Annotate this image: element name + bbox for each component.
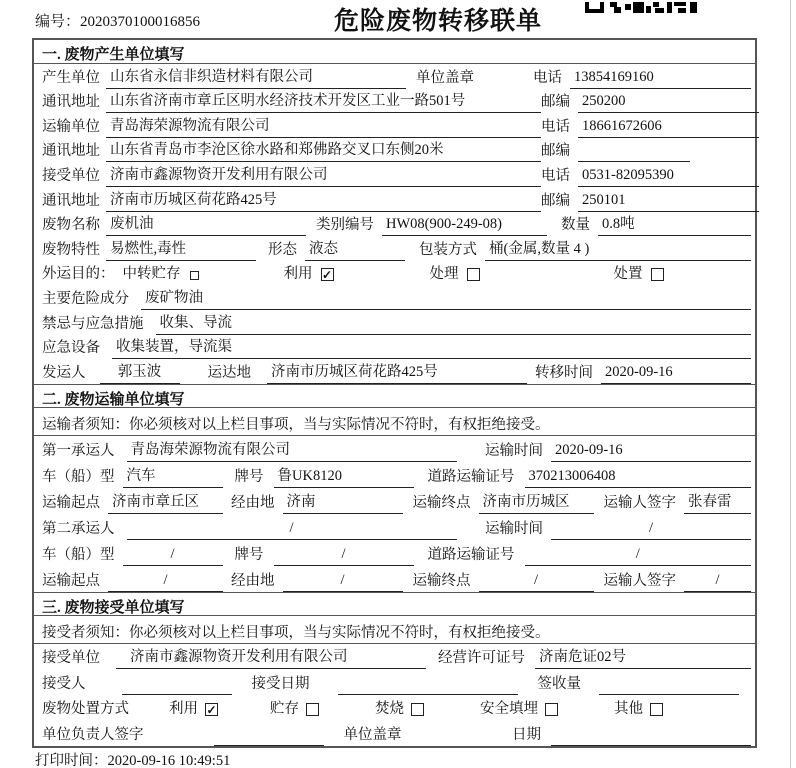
road-license1-label: 道路运输证号 <box>427 468 515 485</box>
receiver-zip-value: 250101 <box>578 192 759 212</box>
route2-sign-label: 运输人签字 <box>603 572 676 589</box>
disposal-method-row <box>34 695 755 721</box>
route1-row <box>34 488 755 514</box>
receiver-zip-group <box>541 189 759 212</box>
first-carrier-row <box>34 436 755 462</box>
transport-time2-label: 运输时间 <box>485 520 543 537</box>
accept-date-label: 接受日期 <box>251 675 310 692</box>
transfer-time-label: 转移时间 <box>535 364 593 381</box>
section-receiver <box>34 592 755 746</box>
receiver-zip-label: 邮编 <box>541 192 570 209</box>
waste-code-value: HW08(900-249-08) <box>382 216 547 236</box>
vehicle-type2-label: 车（船）型 <box>42 546 115 563</box>
print-time <box>35 749 230 768</box>
qr-code-icon <box>585 0 697 11</box>
disposal-method-label: 废物处置方式 <box>42 701 129 718</box>
transporter-unit-value: 青岛海荣源物流有限公司 <box>106 114 541 138</box>
dispatcher-label: 发运人 <box>42 364 86 381</box>
producer-unit-label: 产生单位 <box>42 69 100 86</box>
receiver-unit-row <box>34 162 755 187</box>
unit-seal2-label: 单位盖章 <box>343 726 402 743</box>
disposal-other-label: 其他 <box>614 701 643 718</box>
purpose-dispose-label: 处置 <box>613 266 643 283</box>
waste-name-label: 废物名称 <box>42 217 100 234</box>
accept-unit-label: 接受单位 <box>42 650 100 667</box>
disposal-utilize-label: 利用 <box>169 701 198 718</box>
hazard-component-label: 主要危险成分 <box>42 290 129 307</box>
waste-name-value: 废机油 <box>106 212 306 236</box>
purpose-utilize-label: 利用 <box>283 266 313 283</box>
section-transporter <box>34 384 755 592</box>
second-carrier-row <box>34 514 755 540</box>
first-carrier-label: 第一承运人 <box>42 442 115 459</box>
route2-via-value: / <box>283 572 403 592</box>
producer-zip-label: 邮编 <box>541 94 570 111</box>
dispose-checkbox <box>651 268 664 281</box>
transporter-address-label: 通讯地址 <box>42 143 100 160</box>
plate2-value: / <box>274 546 414 566</box>
doc-number <box>35 10 200 31</box>
producer-phone-label: 电话 <box>533 69 562 86</box>
emergency-measure-value: 收集、导流 <box>156 311 752 335</box>
route2-end-value: / <box>479 572 594 592</box>
unit-seal-label: 单位盖章 <box>416 69 474 86</box>
acceptor-value <box>122 692 232 695</box>
plate2-label: 牌号 <box>234 546 264 563</box>
transport-time2-value: / <box>551 520 751 540</box>
disposal-storage-checkbox <box>306 703 319 716</box>
disposal-storage-label: 贮存 <box>270 701 299 718</box>
road-license2-value: / <box>525 546 752 566</box>
transfer-purpose-row <box>34 261 755 286</box>
receiver-unit-label: 接受单位 <box>42 167 100 184</box>
waste-character-row <box>34 236 755 261</box>
hazard-component-value: 废矿物油 <box>141 286 751 310</box>
waste-qty-value: 0.8吨 <box>598 212 751 236</box>
vehicle2-row <box>34 540 755 566</box>
emergency-measure-label: 禁忌与应急措施 <box>42 315 144 332</box>
acceptor-label: 接受人 <box>42 675 86 692</box>
transporter-unit-label: 运输单位 <box>42 118 100 135</box>
second-carrier-label: 第二承运人 <box>42 520 115 537</box>
route1-start-value: 济南市章丘区 <box>108 490 223 514</box>
route1-via-label: 经由地 <box>231 494 275 511</box>
receiver-address-row <box>34 187 755 212</box>
route2-start-label: 运输起点 <box>42 572 100 589</box>
packing-label: 包装方式 <box>419 241 477 258</box>
sign-date-value <box>551 743 751 746</box>
road-license1-value: 370213006408 <box>525 468 752 488</box>
vehicle-type1-value: 汽车 <box>123 464 223 488</box>
accept-unit-row <box>34 644 755 670</box>
waste-name-row <box>34 212 755 237</box>
doc-number-value: 2020370100016856 <box>80 14 201 30</box>
route1-end-value: 济南市历城区 <box>479 490 594 514</box>
emergency-equipment-row <box>34 335 755 360</box>
producer-address-row <box>34 89 755 114</box>
road-license2-label: 道路运输证号 <box>427 546 515 563</box>
receiver-phone-value: 0531-82095390 <box>578 167 759 187</box>
section-producer-title: 一. 废物产生单位填写 <box>34 40 755 64</box>
disposal-incinerate-label: 焚烧 <box>375 701 404 718</box>
responsible-sign-value <box>214 743 324 746</box>
plate1-value: 鲁UK8120 <box>274 464 414 488</box>
accept-unit-value: 济南市鑫源物资开发利用有限公司 <box>116 645 426 669</box>
transfer-time-value: 2020-09-16 <box>601 364 751 384</box>
sign-date-label: 日期 <box>512 726 541 743</box>
disposal-incinerate-checkbox <box>411 703 424 716</box>
route2-row <box>34 566 755 592</box>
page-edge-divider <box>790 0 791 768</box>
purpose-transfer-storage-label: 中转贮存 <box>122 266 181 283</box>
section-receiver-title: 三. 废物接受单位填写 <box>34 592 755 616</box>
dispatcher-value: 郭玉波 <box>100 360 180 384</box>
transporter-zip-label: 邮编 <box>541 143 570 160</box>
transporter-phone-label: 电话 <box>541 118 570 135</box>
plate1-label: 牌号 <box>234 468 264 485</box>
route1-sign-value: 张春雷 <box>684 490 751 514</box>
receiver-notice: 接受者须知：你必须核对以上栏目事项，当与实际情况不符时，有权拒绝接受。 <box>34 616 755 644</box>
section-transporter-title: 二. 废物运输单位填写 <box>34 384 755 408</box>
receiver-unit-value: 济南市鑫源物资开发利用有限公司 <box>106 163 541 187</box>
operating-license-label: 经营许可证号 <box>438 650 525 667</box>
producer-unit-row <box>34 64 755 89</box>
producer-address-label: 通讯地址 <box>42 94 100 111</box>
utilize-checkbox: ✓ <box>321 267 333 282</box>
vehicle-type2-value: / <box>123 546 223 566</box>
disposal-other-checkbox <box>650 703 663 716</box>
section-producer <box>34 40 755 384</box>
received-qty-label: 签收量 <box>537 675 581 692</box>
transport-time1-value: 2020-09-16 <box>551 442 751 462</box>
acceptor-row <box>34 669 755 695</box>
page-title: 危险废物转移联单 <box>334 8 543 35</box>
vehicle1-row <box>34 462 755 488</box>
waste-character-label: 废物特性 <box>42 241 100 258</box>
receiver-phone-label: 电话 <box>541 167 570 184</box>
transporter-notice: 运输者须知：你必须核对以上栏目事项，当与实际情况不符时，有权拒绝接受。 <box>34 408 755 436</box>
treat-checkbox <box>467 268 480 281</box>
receiver-address-value: 济南市历城区荷花路425号 <box>106 188 541 212</box>
route1-start-label: 运输起点 <box>42 494 100 511</box>
receiver-address-label: 通讯地址 <box>42 192 100 209</box>
emergency-equipment-label: 应急设备 <box>42 340 100 357</box>
waste-form-label: 形态 <box>268 241 297 258</box>
transporter-address-row <box>34 138 755 163</box>
transporter-zip-group <box>541 139 759 162</box>
emergency-equipment-value: 收集装置，导流渠 <box>112 335 751 359</box>
emergency-measure-row <box>34 310 755 335</box>
hazard-component-row <box>34 285 755 310</box>
print-time-label: 打印时间： <box>35 753 108 768</box>
producer-unit-value: 山东省永信非织造材料有限公司 <box>106 65 406 89</box>
transfer-purpose-label: 外运目的： <box>42 266 115 283</box>
transfer-storage-checkbox <box>190 271 199 280</box>
producer-phone-value: 13854169160 <box>570 69 751 89</box>
first-carrier-value: 青岛海荣源物流有限公司 <box>127 438 457 462</box>
destination-value: 济南市历城区荷花路425号 <box>267 360 527 384</box>
disposal-landfill-label: 安全填埋 <box>480 701 538 718</box>
producer-zip-value: 250200 <box>578 93 759 113</box>
transporter-address-value: 山东省青岛市李沧区徐水路和郑佛路交叉口东侧20米 <box>106 138 541 162</box>
operating-license-value: 济南危证02号 <box>535 645 751 669</box>
waste-character-value: 易燃性,毒性 <box>106 237 256 261</box>
doc-number-label: 编号： <box>35 14 81 30</box>
transporter-zip-value <box>578 159 690 162</box>
vehicle-type1-label: 车（船）型 <box>42 468 115 485</box>
print-time-value: 2020-09-16 10:49:51 <box>107 753 231 768</box>
route1-via-value: 济南 <box>283 490 403 514</box>
producer-address-value: 山东省济南市章丘区明水经济技术开发区工业一路501号 <box>106 89 541 113</box>
transporter-phone-value: 18661672606 <box>578 118 759 138</box>
route2-end-label: 运输终点 <box>412 572 471 589</box>
disposal-landfill-checkbox <box>545 703 558 716</box>
destination-label: 运达地 <box>207 364 251 381</box>
disposal-utilize-checkbox: ✓ <box>206 702 217 717</box>
second-carrier-value: / <box>127 520 457 540</box>
transporter-unit-row <box>34 113 755 138</box>
transporter-phone-group <box>541 115 759 138</box>
dispatch-row <box>34 359 755 384</box>
route2-start-value: / <box>108 572 223 592</box>
waste-qty-label: 数量 <box>561 217 590 234</box>
packing-value: 桶(金属,数量 4 ) <box>485 237 751 261</box>
route1-sign-label: 运输人签字 <box>603 494 676 511</box>
manifest-form <box>32 38 757 748</box>
transport-time1-label: 运输时间 <box>485 442 543 459</box>
producer-phone-group <box>533 66 751 89</box>
route2-sign-value: / <box>684 572 751 592</box>
waste-form-value: 液态 <box>305 237 405 261</box>
responsible-sign-label: 单位负责人签字 <box>42 726 144 743</box>
purpose-treat-label: 处理 <box>429 266 459 283</box>
receiver-phone-group <box>541 164 759 187</box>
route2-via-label: 经由地 <box>231 572 275 589</box>
received-qty-value <box>599 692 739 695</box>
accept-date-value <box>338 692 518 695</box>
route1-end-label: 运输终点 <box>412 494 471 511</box>
producer-zip-group <box>541 90 759 113</box>
responsible-sign-row <box>34 720 755 746</box>
waste-code-label: 类别编号 <box>316 217 374 234</box>
